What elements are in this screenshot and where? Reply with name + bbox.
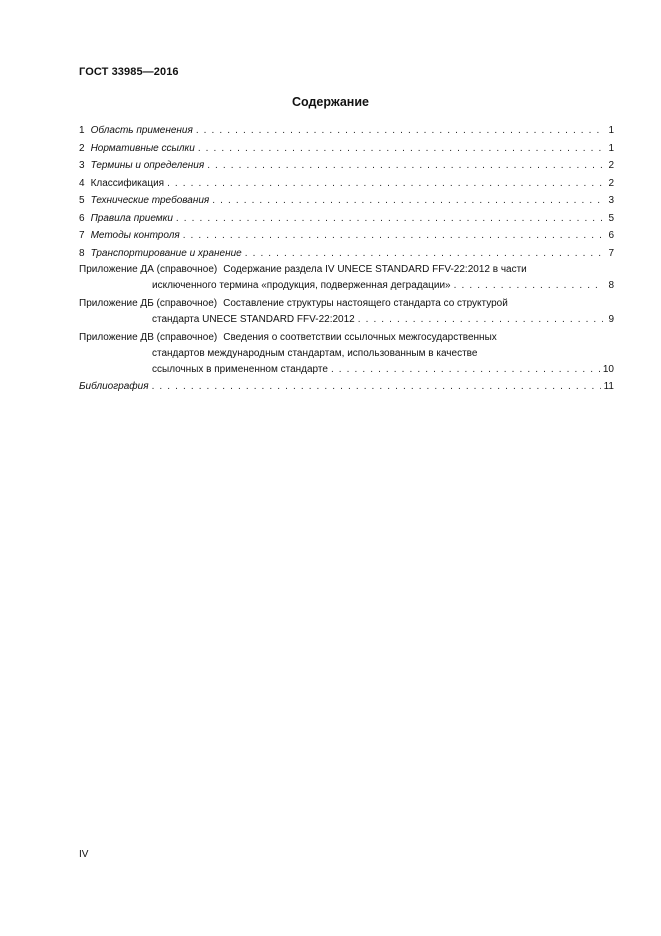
- toc-leader-dots: [196, 122, 603, 140]
- toc-entry-2[interactable]: [79, 140, 614, 158]
- toc-leader-dots: [167, 175, 603, 193]
- toc-entry-label: Термины и определения: [90, 160, 205, 171]
- appendix-title-line: Составление структуры настоящего стандарта со структурой: [223, 298, 508, 309]
- toc-entry-label: Правила приемки: [90, 212, 173, 224]
- toc-entry-page: 11: [603, 381, 614, 392]
- appendix-continuation-line: [79, 346, 614, 362]
- toc-leader-dots: [245, 245, 603, 263]
- toc-entry-page: 2: [608, 177, 614, 189]
- toc-entry-bibliography[interactable]: [79, 378, 614, 396]
- toc-entry-number: 2: [79, 142, 85, 154]
- toc-entry-number: 7: [79, 230, 85, 241]
- appendix-title-line: стандарта UNECE STANDARD FFV-22:2012: [152, 314, 355, 325]
- toc-entry-page: 9: [608, 314, 614, 325]
- appendix-first-line: [79, 262, 614, 278]
- toc-entry-number: 6: [79, 212, 85, 224]
- toc-appendix-da[interactable]: [79, 262, 614, 294]
- toc-entry-label: Методы контроля: [90, 230, 180, 241]
- appendix-continuation-line: [79, 312, 614, 328]
- toc-entry-page: 2: [608, 160, 614, 171]
- toc-leader-dots: [176, 210, 603, 228]
- toc-entry-3[interactable]: [79, 157, 614, 175]
- toc-appendix-db[interactable]: [79, 296, 614, 328]
- appendix-title-line: Сведения о соответствии ссылочных межгосударственных: [223, 332, 497, 343]
- toc-entry-7[interactable]: [79, 227, 614, 245]
- appendix-title-line: исключенного термина «продукция, подверженная деградации»: [152, 280, 451, 291]
- toc-entry-page: 1: [608, 142, 614, 154]
- toc-entry-8[interactable]: [79, 245, 614, 263]
- appendix-first-line: [79, 330, 614, 346]
- toc-entry-page: 10: [602, 364, 614, 375]
- table-of-contents: [79, 122, 614, 396]
- toc-leader-dots: [212, 192, 603, 210]
- appendix-continuation-line: [79, 362, 614, 378]
- toc-entry-number: 4: [79, 177, 85, 189]
- toc-entry-5[interactable]: [79, 192, 614, 210]
- toc-entry-label: Классификация: [90, 177, 165, 189]
- toc-entry-label: Библиография: [79, 381, 149, 392]
- toc-leader-dots: [198, 140, 603, 158]
- toc-entry-page: 6: [608, 230, 614, 241]
- toc-leader-dots: [152, 378, 601, 396]
- appendix-title-line: Содержание раздела IV UNECE STANDARD FFV-22:2012 в части: [223, 264, 527, 275]
- toc-leader-dots: [331, 362, 600, 378]
- toc-appendix-dv[interactable]: [79, 330, 614, 378]
- toc-entry-6[interactable]: [79, 210, 614, 228]
- toc-entry-page: 1: [608, 125, 614, 136]
- toc-entry-page: 7: [608, 247, 614, 259]
- toc-leader-dots: [454, 278, 603, 294]
- toc-entry-label: Транспортирование и хранение: [90, 247, 242, 259]
- document-code: ГОСТ 33985—2016: [79, 66, 179, 78]
- appendix-first-line: [79, 296, 614, 312]
- appendix-title-line: ссылочных в примененном стандарте: [152, 364, 328, 375]
- toc-entry-label: Нормативные ссылки: [90, 142, 195, 154]
- toc-entry-label: Технические требования: [90, 195, 210, 206]
- toc-leader-dots: [207, 157, 603, 175]
- toc-entry-page: 3: [608, 195, 614, 206]
- toc-entry-page: 5: [608, 212, 614, 224]
- toc-entry-1[interactable]: [79, 122, 614, 140]
- appendix-prefix: Приложение ДВ (справочное): [79, 332, 218, 343]
- toc-leader-dots: [183, 227, 603, 245]
- page-number: IV: [79, 849, 89, 860]
- appendix-continuation-line: [79, 278, 614, 294]
- toc-entry-label: Область применения: [90, 125, 193, 136]
- toc-entry-4[interactable]: [79, 175, 614, 193]
- toc-leader-dots: [358, 312, 603, 328]
- page-title: Содержание: [291, 95, 369, 109]
- toc-entry-page: 8: [608, 280, 614, 291]
- appendix-prefix: Приложение ДБ (справочное): [79, 298, 218, 309]
- toc-entry-number: 3: [79, 160, 85, 171]
- appendix-title-line: стандартов международным стандартам, использованным в качестве: [152, 348, 478, 359]
- toc-entry-number: 5: [79, 195, 85, 206]
- toc-entry-number: 8: [79, 247, 85, 259]
- appendix-prefix: Приложение ДА (справочное): [79, 264, 218, 275]
- toc-entry-number: 1: [79, 125, 85, 136]
